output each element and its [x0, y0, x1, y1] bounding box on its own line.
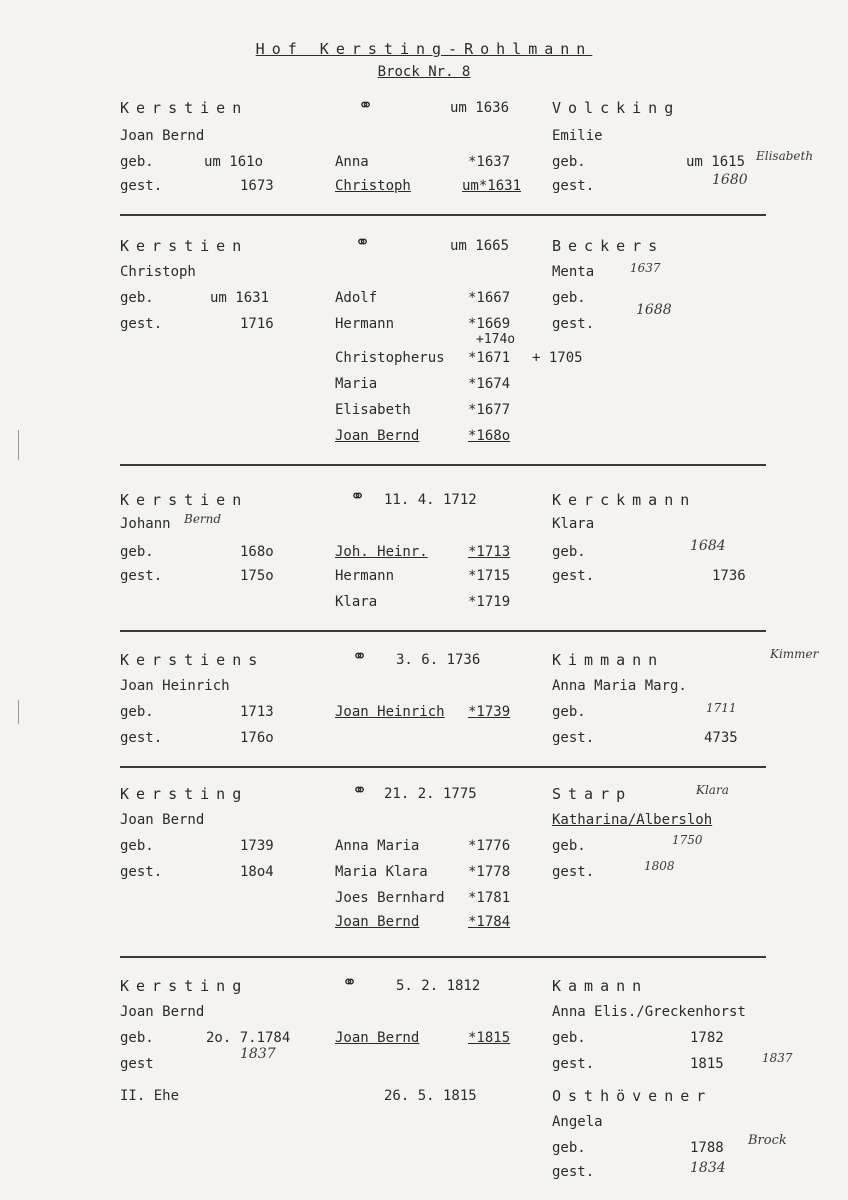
wife-note-handwritten: Kimmer	[770, 647, 819, 661]
section-divider	[120, 766, 766, 768]
child-date: um*1631	[462, 178, 522, 194]
child-name: Joan Bernd	[335, 428, 420, 444]
section-divider	[120, 630, 766, 632]
husband-born: 168o	[240, 544, 274, 560]
child-date: *1667	[468, 290, 511, 306]
child-name: Christoph	[335, 178, 411, 194]
child-name: Anna	[335, 154, 369, 170]
husband-born: 2o. 7.1784	[206, 1030, 291, 1046]
wife-died-label: gest.	[552, 178, 595, 194]
child-date: *1674	[468, 376, 511, 392]
wife-died-label: gest.	[552, 568, 595, 584]
wife-surname: Beckers	[552, 237, 665, 255]
husband-surname: Kerstien	[120, 237, 249, 255]
wife-died-label: gest.	[552, 1164, 595, 1180]
child-date: *1715	[468, 568, 511, 584]
wife-born-label: geb.	[552, 1030, 586, 1046]
child-date: *1677	[468, 402, 511, 418]
child-death: +174o	[476, 332, 516, 347]
child-date: *1778	[468, 864, 511, 880]
marriage-date: um 1665	[450, 238, 510, 254]
child-name: Hermann	[335, 316, 395, 332]
wife-died-handwritten: 1808	[644, 859, 675, 873]
husband-died: 1716	[240, 316, 274, 332]
marriage-symbol-icon: ⚭	[352, 646, 368, 667]
marriage-date: um 1636	[450, 100, 510, 116]
husband-given: Johann	[120, 516, 171, 532]
wife-born-label: geb.	[552, 1140, 586, 1156]
husband-died: 175o	[240, 568, 274, 584]
marriage-symbol-icon: ⚭	[355, 232, 371, 253]
wife-born-label: geb.	[552, 154, 586, 170]
page-title: Hof Kersting-Rohlmann	[255, 40, 593, 58]
child-date: *1669	[468, 316, 511, 332]
husband-died-label: gest.	[120, 568, 163, 584]
child-date: *168o	[468, 428, 511, 444]
margin-mark	[18, 430, 19, 460]
child-date: *1719	[468, 594, 511, 610]
husband-born: um 161o	[204, 154, 264, 170]
marriage-date: 21. 2. 1775	[384, 786, 477, 802]
section-divider	[120, 956, 766, 958]
wife-given: Klara	[552, 516, 595, 532]
wife-born-handwritten: 1750	[672, 833, 703, 847]
child-date: *1671	[468, 350, 511, 366]
marriage-symbol-icon: ⚭	[342, 972, 358, 993]
child-name: Joan Heinrich	[335, 704, 445, 720]
wife-died: 4735	[704, 730, 738, 746]
wife-died-handwritten: 1837	[762, 1051, 793, 1065]
wife-given: Katharina/Albersloh	[552, 812, 713, 828]
husband-died: 176o	[240, 730, 274, 746]
husband-given: Joan Bernd	[120, 812, 205, 828]
child-date: *1739	[468, 704, 511, 720]
marriage-date: 11. 4. 1712	[384, 492, 477, 508]
wife-born-handwritten: 1684	[690, 538, 726, 554]
wife-died-handwritten: 1680	[712, 172, 748, 188]
wife-died: 1834	[690, 1160, 726, 1176]
wife-born: um 1615	[686, 154, 746, 170]
husband-died-label: gest.	[120, 864, 163, 880]
husband-surname: Kerstien	[120, 99, 249, 117]
wife-given: Emilie	[552, 128, 603, 144]
husband-given: Joan Bernd	[120, 128, 205, 144]
child-name: Maria Klara	[335, 864, 428, 880]
wife-born-label: geb.	[552, 544, 586, 560]
wife-born: 1788	[690, 1140, 724, 1156]
wife-died-label: gest.	[552, 730, 595, 746]
child-date: *1815	[468, 1030, 511, 1046]
page-subtitle: Brock Nr. 8	[377, 64, 471, 80]
child-name: Anna Maria	[335, 838, 420, 854]
child-date: *1713	[468, 544, 511, 560]
wife-given: Menta	[552, 264, 595, 280]
husband-given-handwritten: Bernd	[184, 512, 222, 526]
child-name: Elisabeth	[335, 402, 411, 418]
wife-born-handwritten: 1711	[706, 701, 737, 715]
child-death: + 1705	[532, 350, 583, 366]
husband-surname: Kersting	[120, 785, 249, 803]
husband-born: 1739	[240, 838, 274, 854]
margin-mark	[18, 700, 19, 724]
husband-born-label: geb.	[120, 838, 154, 854]
husband-surname: Kerstiens	[120, 651, 265, 669]
wife-died-label: gest.	[552, 864, 595, 880]
wife-given: Anna Elis./Greckenhorst	[552, 1004, 746, 1020]
husband-born-label: geb.	[120, 704, 154, 720]
wife-surname: Kamann	[552, 977, 649, 995]
child-name: Joes Bernhard	[335, 890, 445, 906]
marriage-date: 3. 6. 1736	[396, 652, 481, 668]
husband-born-label: geb.	[120, 544, 154, 560]
wife-surname: Kerckmann	[552, 491, 697, 509]
wife-surname: Kimmann	[552, 651, 665, 669]
marriage-date: 5. 2. 1812	[396, 978, 481, 994]
husband-given: Joan Heinrich	[120, 678, 230, 694]
section-divider	[120, 214, 766, 216]
wife-died-label: gest.	[552, 316, 595, 332]
husband-born: 1713	[240, 704, 274, 720]
wife-surname: Volcking	[552, 99, 681, 117]
wife-surname: Osthövener	[552, 1087, 713, 1105]
wife-born: 1782	[690, 1030, 724, 1046]
wife-note-handwritten: Elisabeth	[756, 149, 814, 163]
husband-died-label: gest.	[120, 316, 163, 332]
husband-died: 18o4	[240, 864, 274, 880]
wife-born-place-handwritten: Brock	[748, 1133, 787, 1148]
husband-died: 1673	[240, 178, 274, 194]
child-date: *1776	[468, 838, 511, 854]
child-date: *1784	[468, 914, 511, 930]
wife-given: Angela	[552, 1114, 603, 1130]
child-name: Hermann	[335, 568, 395, 584]
child-name: Joh. Heinr.	[335, 544, 428, 560]
marriage-symbol-icon: ⚭	[350, 486, 366, 507]
wife-born-handwritten: 1637	[630, 261, 661, 275]
husband-given: Christoph	[120, 264, 196, 280]
wife-died: 1736	[712, 568, 746, 584]
husband-born-label: geb.	[120, 154, 154, 170]
husband-given: Joan Bernd	[120, 1004, 205, 1020]
child-name: Joan Bernd	[335, 1030, 420, 1046]
second-marriage-date: 26. 5. 1815	[384, 1088, 477, 1104]
husband-surname: Kerstien	[120, 491, 249, 509]
wife-died-handwritten: 1688	[636, 302, 672, 318]
husband-died-handwritten: 1837	[240, 1046, 276, 1062]
child-date: *1781	[468, 890, 511, 906]
child-name: Joan Bernd	[335, 914, 420, 930]
section-divider	[120, 464, 766, 466]
second-marriage-label: II. Ehe	[120, 1088, 180, 1104]
wife-died-label: gest.	[552, 1056, 595, 1072]
wife-given: Anna Maria Marg.	[552, 678, 687, 694]
husband-born: um 1631	[210, 290, 270, 306]
wife-born-label: geb.	[552, 290, 586, 306]
husband-surname: Kersting	[120, 977, 249, 995]
wife-died: 1815	[690, 1056, 724, 1072]
husband-born-label: geb.	[120, 1030, 154, 1046]
wife-note-handwritten: Klara	[696, 783, 729, 797]
child-name: Christopherus	[335, 350, 445, 366]
child-name: Klara	[335, 594, 378, 610]
wife-surname: Starp	[552, 785, 633, 803]
marriage-symbol-icon: ⚭	[352, 780, 368, 801]
child-date: *1637	[468, 154, 511, 170]
husband-born-label: geb.	[120, 290, 154, 306]
husband-died-label: gest.	[120, 730, 163, 746]
husband-died-label: gest	[120, 1056, 154, 1072]
child-name: Maria	[335, 376, 378, 392]
child-name: Adolf	[335, 290, 378, 306]
wife-born-label: geb.	[552, 704, 586, 720]
husband-died-label: gest.	[120, 178, 163, 194]
wife-born-label: geb.	[552, 838, 586, 854]
marriage-symbol-icon: ⚭	[358, 95, 374, 116]
